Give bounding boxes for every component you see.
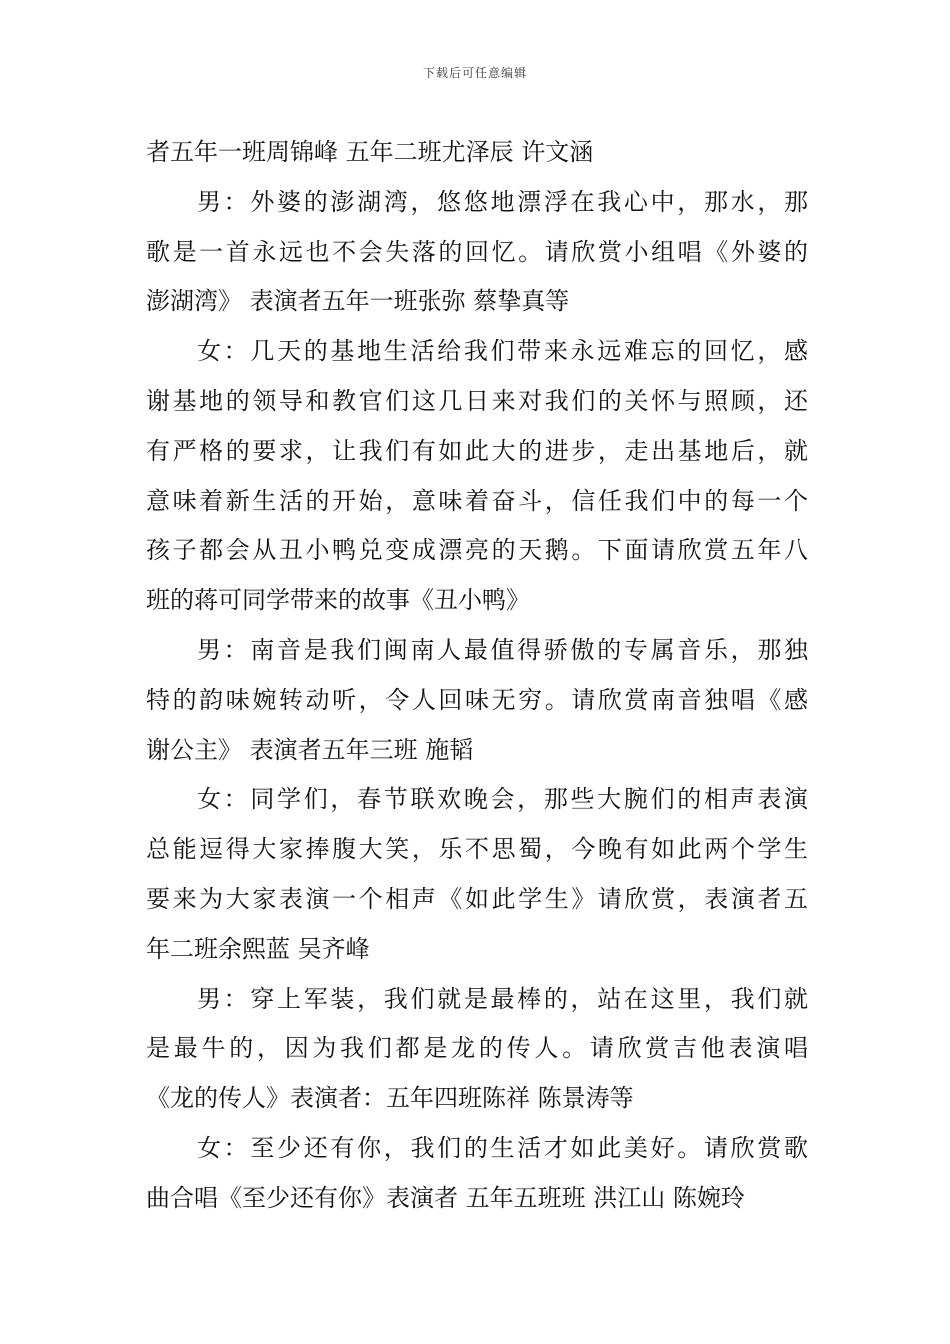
text-line: 者五年一班周锦峰 五年二班尤泽辰 许文涵 bbox=[146, 138, 594, 166]
text-line: 孩子都会从丑小鸭兑变成漂亮的天鹅。下面请欣赏五年八 bbox=[146, 536, 808, 565]
text-line: 歌是一首永远也不会失落的回忆。请欣赏小组唱《外婆的 bbox=[146, 237, 808, 266]
page-header: 下载后可任意编辑 bbox=[422, 66, 527, 80]
text-line: 年二班余熙蓝 吴齐峰 bbox=[146, 934, 370, 963]
paragraph-first-line: 男：外婆的澎湖湾，悠悠地漂浮在我心中，那水，那 bbox=[197, 187, 808, 216]
text-line: 曲合唱《至少还有你》表演者 五年五班班 洪江山 陈婉玲 bbox=[146, 1183, 745, 1212]
text-line: 特的韵味婉转动听，令人回味无穷。请欣赏南音独唱《感 bbox=[146, 685, 808, 714]
paragraph-first-line: 女：至少还有你，我们的生活才如此美好。请欣赏歌 bbox=[197, 1133, 808, 1162]
text-line: 《龙的传人》表演者：五年四班陈祥 陈景涛等 bbox=[146, 1084, 634, 1113]
text-line: 要来为大家表演一个相声《如此学生》请欣赏，表演者五 bbox=[146, 884, 808, 913]
text-line: 意味着新生活的开始，意味着奋斗，信任我们中的每一个 bbox=[146, 486, 808, 515]
text-line: 总能逗得大家捧腹大笑，乐不思蜀，今晚有如此两个学生 bbox=[146, 835, 808, 864]
text-line: 有严格的要求，让我们有如此大的进步，走出基地后，就 bbox=[146, 436, 808, 465]
text-line: 班的蒋可同学带来的故事《丑小鸭》 bbox=[146, 586, 530, 615]
text-line: 是最牛的，因为我们都是龙的传人。请欣赏吉他表演唱 bbox=[146, 1034, 808, 1063]
text-line: 澎湖湾》 表演者五年一班张弥 蔡挚真等 bbox=[146, 287, 570, 316]
text-line: 谢公主》 表演者五年三班 施韬 bbox=[146, 735, 474, 764]
paragraph-first-line: 男：穿上军装，我们就是最棒的，站在这里，我们就 bbox=[197, 984, 808, 1013]
paragraph-first-line: 女：几天的基地生活给我们带来永远难忘的回忆，感 bbox=[197, 337, 808, 366]
paragraph-first-line: 男：南音是我们闽南人最值得骄傲的专属音乐，那独 bbox=[197, 635, 808, 664]
paragraph-first-line: 女：同学们，春节联欢晚会，那些大腕们的相声表演 bbox=[197, 785, 808, 814]
document-body bbox=[146, 128, 808, 1224]
text-line: 谢基地的领导和教官们这几日来对我们的关怀与照顾，还 bbox=[146, 386, 808, 415]
